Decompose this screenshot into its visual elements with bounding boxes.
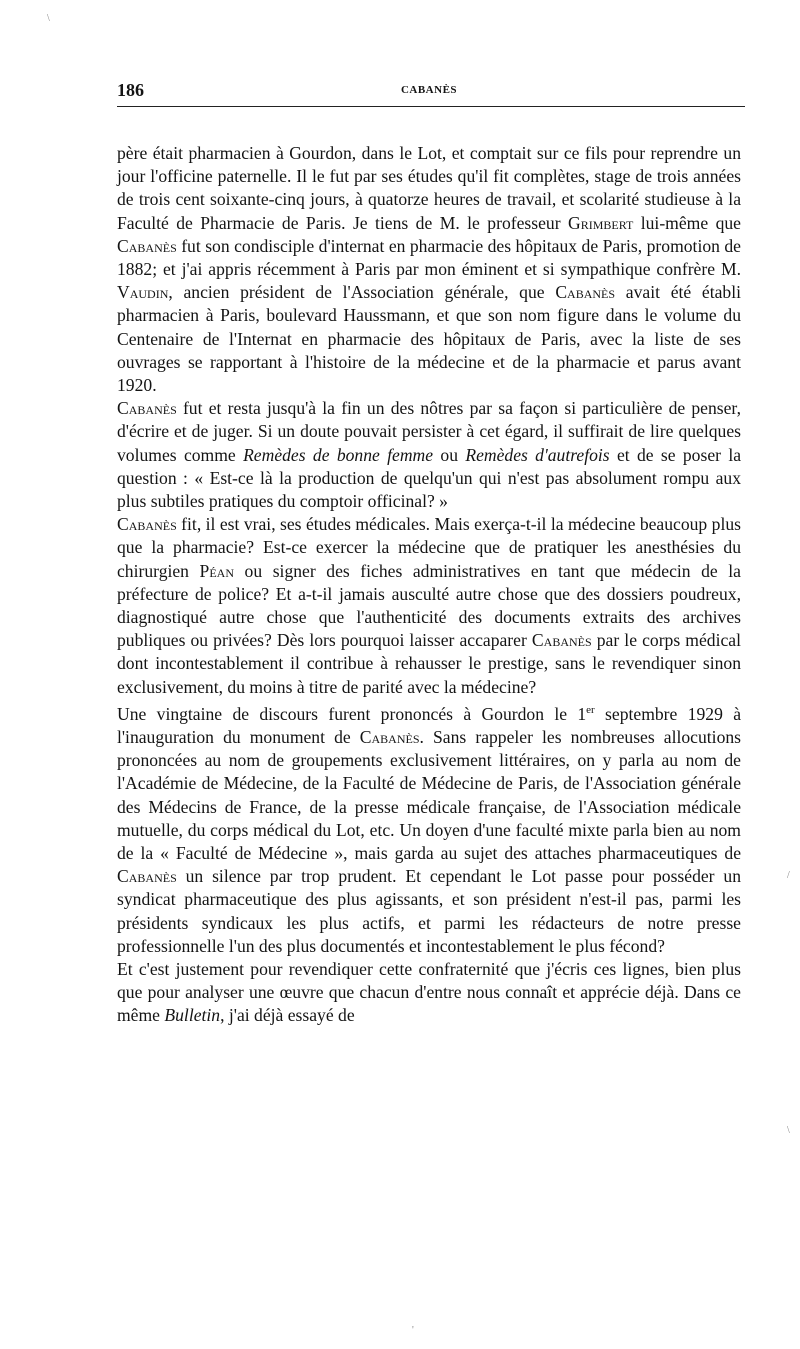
paragraph — [117, 958, 741, 1028]
paragraph — [117, 513, 741, 699]
scan-speck: ' — [412, 1325, 414, 1336]
text-run: fit, il est vrai, ses études médicales. Mais exerça-t-il la médecine beaucoup plus que la pharmacie? Est-ce exercer la médecine que de pratiquer les anesthésies du chirurgien — [117, 514, 741, 581]
small-caps-name: Cabanès — [117, 235, 177, 256]
small-caps-name: Cabanès — [555, 282, 616, 303]
text-run: Et c'est justement pour revendiquer cette confraternité que j'écris ces lignes, bien plus que pour analyser une œuvre que chacun d'entre nous connaît et apprécie déjà. Dans ce même — [117, 958, 741, 1026]
text-run: par le corps médical dont incontestablement il contribue à rehausser le prestige, sans le revendiquer sinon exclusivement, du moins à titre de parité avec la médecine? — [117, 630, 741, 697]
text-run: Une vingtaine de discours furent prononcés à Gourdon le 1 — [117, 703, 587, 724]
italic-title: Remèdes de bonne femme — [243, 444, 434, 465]
text-run: et de se poser la question : « Est-ce là la production de quelqu'un qui n'est pas absolument rompu aux plus subtiles pratiques du comptoir officinal? » — [117, 444, 742, 512]
small-caps-name: Grimbert — [568, 212, 634, 233]
text-run: avait été établi pharmacien à Paris, boulevard Haussmann, et que son nom figure dans le volume du Centenaire de l'Internat en pharmacie des hôpitaux de Paris, avec la liste de ses ouvrages se rapportant à l'histoire de la médecine et de la pharmacie et parus avant 1920. — [117, 282, 741, 396]
text-run: un silence par trop prudent. Et cependant le Lot passe pour posséder un syndicat pharmaceutique des plus agissants, et son président n'est-il pas, parmi les présidents syndicaux les plus actifs, et parmi les rédacteurs de notre presse professionnelle l'un des plus documentés et incontestablement le plus fécond? — [117, 866, 741, 956]
small-caps-name: Cabanès — [117, 866, 177, 887]
text-run: lui-même que — [633, 212, 741, 233]
text-run: fut son condisciple d'internat en pharmacie des hôpitaux de Paris, promotion de 1882; et j'ai appris récemment à Paris par mon éminent et si sympathique confrère M. — [117, 235, 741, 280]
text-run: septembre 1929 à l'inauguration du monument de — [117, 703, 742, 747]
book-page — [117, 80, 742, 1026]
italic-title: Remèdes d'autrefois — [465, 444, 610, 465]
italic-title: Bulletin — [164, 1005, 221, 1026]
text-run: , ancien président de l'Association générale, que — [168, 282, 556, 303]
paragraph — [117, 142, 741, 397]
header-rule — [117, 106, 745, 107]
running-header — [117, 80, 741, 106]
page-number: 186 — [117, 80, 144, 100]
paragraph — [117, 699, 741, 958]
text-run: fut et resta jusqu'à la fin un des nôtres par sa façon si particulière de penser, d'écrire et de juger. Si un doute pouvait persister à cet égard, il suffirait de lire quelques volumes comme — [117, 398, 741, 465]
text-run: ou — [433, 444, 466, 465]
superscript: er — [586, 703, 595, 716]
scan-speck: \ — [47, 13, 50, 24]
text-run: . Sans rappeler les nombreuses allocutions prononcées au nom de groupements exclusivement littéraires, on y parla au nom de l'Académie de Médecine, de la Faculté de Médecine de Paris, de l'Association générale des Médecins de France, de la presse médicale française, de l'Association médicale mutuelle, du corps médical du Lot, etc. Un doyen d'une faculté mixte parla bien au nom de la « Faculté de Médecine », mais garda au sujet des attaches pharmaceutiques de — [117, 726, 742, 863]
scan-speck: \ — [787, 1125, 790, 1136]
small-caps-name: Cabanès — [359, 726, 420, 747]
body-text — [117, 142, 741, 1028]
small-caps-name: Péan — [199, 560, 234, 581]
paragraph — [117, 397, 741, 513]
small-caps-name: Cabanès — [531, 630, 592, 651]
text-run: , j'ai déjà essayé de — [220, 1005, 355, 1026]
text-run: père était pharmacien à Gourdon, dans le Lot, et comptait sur ce fils pour reprendre un jour l'officine paternelle. Il le fut par ses études qu'il fit complètes, stage de trois années de trois cent soixante-cinq jours, à quatorze heures de travail, et scolarité studieuse à la Faculté de Pharmacie de Paris. Je tiens de M. le professeur — [117, 143, 741, 233]
text-run: ou signer des fiches administratives en tant que médecin de la préfecture de police? Et a-t-il jamais ausculté autre chose que des dossiers poudreux, diagnostiqué autre chose que l'authenticité des documents extraits des archives publiques ou privées? Dès lors pourquoi laisser accaparer — [117, 560, 741, 651]
small-caps-name: Cabanès — [117, 514, 177, 535]
small-caps-name: Cabanès — [117, 398, 177, 419]
running-title: CABANÈS — [400, 84, 458, 96]
small-caps-name: Vaudin — [117, 282, 169, 303]
scan-speck: / — [787, 870, 790, 881]
